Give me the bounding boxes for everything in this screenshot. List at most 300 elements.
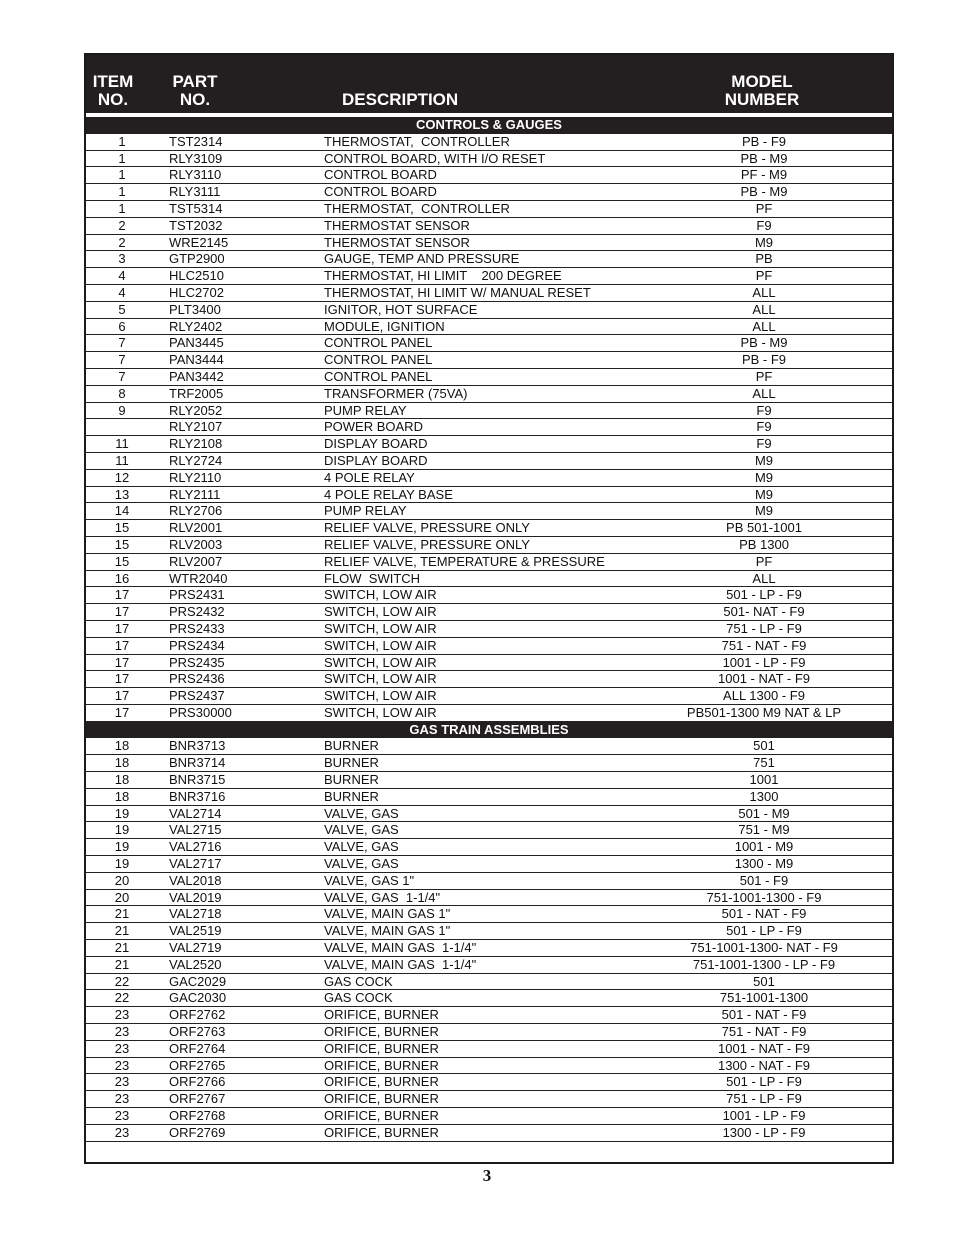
cell-item-no: 19	[114, 805, 130, 821]
cell-description: VALVE, GAS	[324, 805, 399, 821]
cell-part-no: ORF2768	[169, 1108, 226, 1124]
cell-description: ORIFICE, BURNER	[324, 1074, 439, 1090]
cell-part-no: PRS2435	[169, 654, 225, 670]
cell-part-no: VAL2717	[169, 856, 222, 872]
table-row	[86, 587, 892, 604]
cell-item-no: 6	[118, 318, 126, 334]
table-row	[86, 755, 892, 772]
cell-part-no: PAN3442	[169, 368, 224, 384]
cell-description: SWITCH, LOW AIR	[324, 671, 437, 687]
table-row	[86, 940, 892, 957]
cell-model-number: 751 - NAT - F9	[721, 637, 807, 653]
cell-item-no: 18	[114, 772, 130, 788]
cell-part-no: BNR3715	[169, 772, 226, 788]
cell-description: ORIFICE, BURNER	[324, 1057, 439, 1073]
cell-item-no: 23	[114, 1040, 130, 1056]
cell-item-no: 19	[114, 839, 130, 855]
cell-model-number: 501- NAT - F9	[723, 604, 805, 620]
cell-model-number: F9	[756, 419, 772, 435]
cell-model-number: 1001	[749, 772, 779, 788]
cell-description: BURNER	[324, 755, 379, 771]
cell-item-no: 7	[118, 352, 126, 368]
cell-item-no: 19	[114, 822, 130, 838]
cell-description: PUMP RELAY	[324, 402, 407, 418]
table-row	[86, 1108, 892, 1125]
cell-item-no: 1	[118, 150, 126, 166]
cell-model-number: 1300 - LP - F9	[722, 1124, 806, 1140]
cell-model-number: 751-1001-1300 - F9	[706, 889, 822, 905]
cell-model-number: ALL	[752, 284, 776, 300]
cell-description: SWITCH, LOW AIR	[324, 587, 437, 603]
cell-model-number: 501 - NAT - F9	[721, 1007, 807, 1023]
table-row	[86, 1007, 892, 1024]
cell-model-number: PB501-1300 M9 NAT & LP	[686, 704, 842, 720]
cell-item-no: 17	[114, 620, 130, 636]
table-row	[86, 251, 892, 268]
cell-item-no: 15	[114, 536, 130, 552]
cell-part-no: PRS2434	[169, 637, 225, 653]
cell-model-number: 501 - NAT - F9	[721, 906, 807, 922]
table-row	[86, 705, 892, 722]
cell-item-no: 23	[114, 1024, 130, 1040]
table-row	[86, 839, 892, 856]
cell-model-number: ALL	[752, 301, 776, 317]
cell-part-no: RLY2111	[169, 486, 221, 502]
table-row	[86, 235, 892, 252]
cell-part-no: RLY3111	[169, 184, 221, 200]
table-row	[86, 738, 892, 755]
table-row	[86, 487, 892, 504]
cell-model-number: PB 1300	[739, 536, 789, 552]
cell-description: ORIFICE, BURNER	[324, 1024, 439, 1040]
cell-item-no: 23	[114, 1074, 130, 1090]
cell-item-no: 17	[114, 637, 130, 653]
cell-description: CONTROL BOARD, WITH I/O RESET	[324, 150, 546, 166]
cell-description: THERMOSTAT, HI LIMIT W/ MANUAL RESET	[324, 284, 591, 300]
cell-model-number: PF	[755, 553, 773, 569]
table-row	[86, 403, 892, 420]
cell-item-no: 21	[114, 923, 130, 939]
table-row	[86, 537, 892, 554]
header-part-line1: PART	[172, 72, 218, 91]
cell-model-number: ALL	[752, 570, 776, 586]
table-row	[86, 806, 892, 823]
cell-item-no: 7	[118, 335, 126, 351]
cell-description: VALVE, MAIN GAS 1"	[324, 906, 451, 922]
cell-part-no: VAL2718	[169, 906, 222, 922]
table-row	[86, 1091, 892, 1108]
cell-part-no: VAL2520	[169, 956, 222, 972]
table-row	[86, 604, 892, 621]
cell-description: RELIEF VALVE, PRESSURE ONLY	[324, 520, 530, 536]
cell-description: 4 POLE RELAY BASE	[324, 486, 453, 502]
cell-part-no: RLY2724	[169, 452, 223, 468]
cell-model-number: PB 501-1001	[726, 520, 802, 536]
cell-item-no: 3	[118, 251, 126, 267]
cell-item-no: 16	[114, 570, 130, 586]
cell-item-no: 5	[118, 301, 126, 317]
table-row	[86, 1041, 892, 1058]
cell-description: THERMOSTAT SENSOR	[324, 234, 470, 250]
cell-description: CONTROL PANEL	[324, 335, 433, 351]
table-row	[86, 470, 892, 487]
cell-model-number: PB - F9	[741, 352, 787, 368]
cell-item-no: 4	[118, 268, 126, 284]
cell-part-no: PAN3445	[169, 335, 224, 351]
cell-part-no: VAL2715	[169, 822, 222, 838]
cell-part-no: ORF2764	[169, 1040, 226, 1056]
cell-part-no: BNR3713	[169, 738, 226, 754]
table-row	[86, 151, 892, 168]
table-row	[86, 571, 892, 588]
cell-description: DISPLAY BOARD	[324, 452, 428, 468]
cell-item-no: 9	[118, 402, 126, 418]
header-part-line2: NO.	[179, 90, 211, 109]
table-row	[86, 453, 892, 470]
cell-part-no: VAL2714	[169, 805, 222, 821]
cell-model-number: 501 - F9	[739, 872, 789, 888]
cell-model-number: 751-1001-1300	[719, 990, 809, 1006]
cell-model-number: F9	[756, 217, 772, 233]
cell-model-number: 751 - NAT - F9	[721, 1024, 807, 1040]
cell-model-number: M9	[754, 234, 774, 250]
cell-model-number: 1001 - NAT - F9	[718, 671, 810, 687]
section-header: CONTROLS & GAUGES	[86, 117, 892, 134]
cell-model-number: F9	[756, 436, 772, 452]
cell-model-number: PB - M9	[740, 184, 788, 200]
cell-description: ORIFICE, BURNER	[324, 1091, 439, 1107]
cell-model-number: ALL 1300 - F9	[723, 688, 805, 704]
cell-model-number: M9	[754, 452, 774, 468]
cell-description: CONTROL BOARD	[324, 184, 437, 200]
cell-part-no: HLC2510	[169, 268, 224, 284]
table-row	[86, 201, 892, 218]
cell-description: ORIFICE, BURNER	[324, 1040, 439, 1056]
cell-part-no: RLY3109	[169, 150, 223, 166]
table-row	[86, 352, 892, 369]
table-row	[86, 436, 892, 453]
header-model-number	[712, 73, 812, 109]
table-row	[86, 386, 892, 403]
table-row	[86, 285, 892, 302]
cell-part-no: TRF2005	[169, 385, 224, 401]
table-row	[86, 671, 892, 688]
table-row	[86, 268, 892, 285]
cell-part-no: BNR3716	[169, 788, 226, 804]
cell-item-no: 17	[114, 688, 130, 704]
table-row	[86, 1024, 892, 1041]
cell-item-no: 17	[114, 671, 130, 687]
cell-model-number: 751-1001-1300 - LP - F9	[692, 956, 836, 972]
cell-model-number: M9	[754, 486, 774, 502]
cell-part-no: TST5314	[169, 200, 223, 216]
cell-item-no: 23	[114, 1007, 130, 1023]
cell-model-number: M9	[754, 469, 774, 485]
cell-description: GAS COCK	[324, 990, 393, 1006]
cell-item-no: 20	[114, 889, 130, 905]
cell-description: SWITCH, LOW AIR	[324, 620, 437, 636]
cell-item-no: 21	[114, 940, 130, 956]
table-row	[86, 974, 892, 991]
cell-description: THERMOSTAT, CONTROLLER	[324, 200, 510, 216]
table-row	[86, 134, 892, 151]
cell-description: POWER BOARD	[324, 419, 423, 435]
cell-description: BURNER	[324, 738, 379, 754]
cell-model-number: PF - M9	[740, 167, 788, 183]
cell-item-no: 15	[114, 520, 130, 536]
cell-item-no: 11	[115, 452, 129, 468]
cell-part-no: ORF2762	[169, 1007, 226, 1023]
cell-part-no: PRS2436	[169, 671, 225, 687]
cell-item-no: 22	[114, 990, 130, 1006]
header-model-line2: NUMBER	[724, 90, 800, 109]
cell-part-no: RLV2003	[169, 536, 223, 552]
cell-model-number: 501 - LP - F9	[726, 1074, 802, 1090]
cell-model-number: 1300 - M9	[734, 856, 794, 872]
cell-description: SWITCH, LOW AIR	[324, 637, 437, 653]
parts-table-frame	[84, 53, 894, 1164]
cell-item-no: 4	[118, 284, 126, 300]
cell-model-number: 751 - M9	[738, 822, 790, 838]
cell-part-no: RLV2001	[169, 520, 223, 536]
table-row	[86, 990, 892, 1007]
table-row	[86, 906, 892, 923]
cell-part-no: TST2032	[169, 217, 223, 233]
cell-description: VALVE, MAIN GAS 1-1/4"	[324, 940, 477, 956]
cell-description: CONTROL PANEL	[324, 352, 433, 368]
cell-description: VALVE, GAS	[324, 839, 399, 855]
cell-part-no: PRS2432	[169, 604, 225, 620]
cell-description: BURNER	[324, 772, 379, 788]
cell-item-no: 23	[114, 1124, 130, 1140]
cell-description: TRANSFORMER (75VA)	[324, 385, 468, 401]
cell-model-number: ALL	[752, 318, 776, 334]
cell-description: DISPLAY BOARD	[324, 436, 428, 452]
cell-item-no: 13	[114, 486, 130, 502]
cell-model-number: 501 - M9	[738, 805, 790, 821]
table-row	[86, 1125, 892, 1142]
cell-item-no: 7	[118, 368, 126, 384]
table-row	[86, 302, 892, 319]
cell-part-no: PRS2437	[169, 688, 225, 704]
cell-part-no: VAL2018	[169, 872, 222, 888]
cell-item-no: 22	[114, 973, 130, 989]
cell-part-no: PLT3400	[169, 301, 221, 317]
cell-description: VALVE, GAS	[324, 856, 399, 872]
cell-item-no: 23	[114, 1057, 130, 1073]
cell-part-no: BNR3714	[169, 755, 226, 771]
table-row	[86, 890, 892, 907]
cell-item-no: 20	[114, 872, 130, 888]
cell-model-number: 501	[753, 738, 775, 754]
cell-item-no: 19	[114, 856, 130, 872]
cell-part-no: RLY2110	[169, 469, 222, 485]
cell-part-no: WRE2145	[169, 234, 229, 250]
cell-item-no: 8	[118, 385, 126, 401]
cell-description: THERMOSTAT, HI LIMIT 200 DEGREE	[324, 268, 562, 284]
table-row	[86, 554, 892, 571]
cell-item-no: 1	[118, 200, 126, 216]
cell-description: SWITCH, LOW AIR	[324, 604, 437, 620]
cell-item-no: 17	[114, 604, 130, 620]
cell-model-number: PF	[755, 368, 773, 384]
cell-item-no: 14	[114, 503, 130, 519]
cell-part-no: RLY2108	[169, 436, 223, 452]
table-row	[86, 1074, 892, 1091]
header-model-line1: MODEL	[731, 72, 793, 91]
cell-part-no: RLY2052	[169, 402, 223, 418]
cell-item-no: 2	[118, 217, 126, 233]
cell-item-no: 1	[118, 167, 126, 183]
cell-item-no: 18	[114, 788, 130, 804]
cell-model-number: 751 - LP - F9	[726, 620, 802, 636]
cell-item-no: 18	[114, 738, 130, 754]
cell-part-no: RLY3110	[169, 167, 222, 183]
table-row	[86, 873, 892, 890]
cell-part-no: RLY2107	[169, 419, 223, 435]
cell-description: MODULE, IGNITION	[324, 318, 445, 334]
cell-description: ORIFICE, BURNER	[324, 1007, 439, 1023]
cell-item-no: 17	[114, 704, 130, 720]
cell-item-no: 11	[115, 436, 129, 452]
cell-part-no: PAN3444	[169, 352, 224, 368]
cell-model-number: ALL	[752, 385, 776, 401]
table-header	[86, 55, 892, 113]
cell-description: BURNER	[324, 788, 379, 804]
table-row	[86, 335, 892, 352]
cell-model-number: 1001 - M9	[734, 839, 794, 855]
cell-model-number: 1001 - LP - F9	[722, 1108, 806, 1124]
table-row	[86, 520, 892, 537]
table-row	[86, 688, 892, 705]
cell-model-number: 1300	[749, 788, 779, 804]
cell-part-no: VAL2019	[169, 889, 222, 905]
cell-item-no: 2	[118, 234, 126, 250]
cell-model-number: 501 - LP - F9	[726, 587, 802, 603]
header-part-no	[170, 73, 220, 109]
cell-model-number: 501 - LP - F9	[726, 923, 802, 939]
cell-model-number: PB	[755, 251, 773, 267]
cell-item-no: 23	[114, 1108, 130, 1124]
table-row	[86, 638, 892, 655]
cell-part-no: PRS2433	[169, 620, 225, 636]
cell-model-number: 751 - LP - F9	[726, 1091, 802, 1107]
cell-item-no: 17	[114, 587, 130, 603]
cell-item-no: 15	[114, 553, 130, 569]
cell-part-no: ORF2769	[169, 1124, 226, 1140]
cell-description: CONTROL PANEL	[324, 368, 433, 384]
table-row	[86, 167, 892, 184]
cell-description: CONTROL BOARD	[324, 167, 437, 183]
table-row	[86, 789, 892, 806]
cell-item-no: 17	[114, 654, 130, 670]
table-row	[86, 957, 892, 974]
cell-model-number: 1001 - NAT - F9	[718, 1040, 810, 1056]
cell-part-no: VAL2519	[169, 923, 222, 939]
page-number: 3	[482, 1166, 492, 1185]
cell-description: GAS COCK	[324, 973, 393, 989]
cell-part-no: ORF2766	[169, 1074, 226, 1090]
table-row	[86, 184, 892, 201]
cell-model-number: 501	[753, 973, 775, 989]
cell-item-no: 21	[114, 956, 130, 972]
cell-part-no: RLY2402	[169, 318, 223, 334]
cell-item-no: 23	[114, 1091, 130, 1107]
cell-description: SWITCH, LOW AIR	[324, 654, 437, 670]
cell-part-no: VAL2719	[169, 940, 222, 956]
cell-description: SWITCH, LOW AIR	[324, 704, 437, 720]
cell-part-no: PRS30000	[169, 704, 232, 720]
cell-description: THERMOSTAT SENSOR	[324, 217, 470, 233]
cell-description: SWITCH, LOW AIR	[324, 688, 437, 704]
table-row	[86, 655, 892, 672]
cell-model-number: PB - M9	[740, 150, 788, 166]
cell-description: RELIEF VALVE, TEMPERATURE & PRESSURE	[324, 553, 605, 569]
cell-part-no: GAC2030	[169, 990, 227, 1006]
cell-description: VALVE, GAS 1"	[324, 872, 415, 888]
cell-description: VALVE, GAS	[324, 822, 399, 838]
cell-item-no: 18	[114, 755, 130, 771]
table-row	[86, 923, 892, 940]
cell-description: ORIFICE, BURNER	[324, 1108, 439, 1124]
cell-model-number: 751-1001-1300- NAT - F9	[690, 940, 838, 956]
cell-description: VALVE, GAS 1-1/4"	[324, 889, 441, 905]
section-header: GAS TRAIN ASSEMBLIES	[86, 722, 892, 739]
cell-part-no: RLV2007	[169, 553, 223, 569]
cell-part-no: GTP2900	[169, 251, 225, 267]
cell-model-number: PF	[755, 200, 773, 216]
table-row	[86, 369, 892, 386]
cell-model-number: PB - F9	[741, 133, 787, 149]
cell-model-number: 751	[753, 755, 775, 771]
cell-part-no: GAC2029	[169, 973, 227, 989]
cell-model-number: PB - M9	[740, 335, 788, 351]
cell-item-no: 12	[114, 469, 130, 485]
table-row	[86, 822, 892, 839]
cell-part-no: TST2314	[169, 133, 223, 149]
cell-part-no: ORF2763	[169, 1024, 226, 1040]
cell-description: VALVE, MAIN GAS 1"	[324, 923, 451, 939]
header-item-line1: ITEM	[92, 72, 134, 91]
cell-model-number: 1001 - LP - F9	[722, 654, 806, 670]
table-row	[86, 856, 892, 873]
cell-model-number: M9	[754, 503, 774, 519]
cell-part-no: RLY2706	[169, 503, 223, 519]
table-row	[86, 621, 892, 638]
cell-model-number: 1300 - NAT - F9	[718, 1057, 810, 1073]
cell-description: ORIFICE, BURNER	[324, 1124, 439, 1140]
header-description: DESCRIPTION	[342, 90, 459, 109]
table-row	[86, 503, 892, 520]
header-item-no	[88, 73, 138, 109]
table-row	[86, 1058, 892, 1075]
cell-part-no: HLC2702	[169, 284, 224, 300]
cell-model-number: PF	[755, 268, 773, 284]
cell-description: PUMP RELAY	[324, 503, 407, 519]
cell-part-no: VAL2716	[169, 839, 222, 855]
cell-description: IGNITOR, HOT SURFACE	[324, 301, 478, 317]
table-row	[86, 218, 892, 235]
cell-model-number: F9	[756, 402, 772, 418]
cell-description: VALVE, MAIN GAS 1-1/4"	[324, 956, 477, 972]
cell-part-no: PRS2431	[169, 587, 225, 603]
cell-part-no: WTR2040	[169, 570, 228, 586]
table-row	[86, 772, 892, 789]
cell-item-no: 21	[114, 906, 130, 922]
cell-part-no: ORF2767	[169, 1091, 226, 1107]
cell-item-no: 1	[118, 133, 126, 149]
table-row	[86, 419, 892, 436]
